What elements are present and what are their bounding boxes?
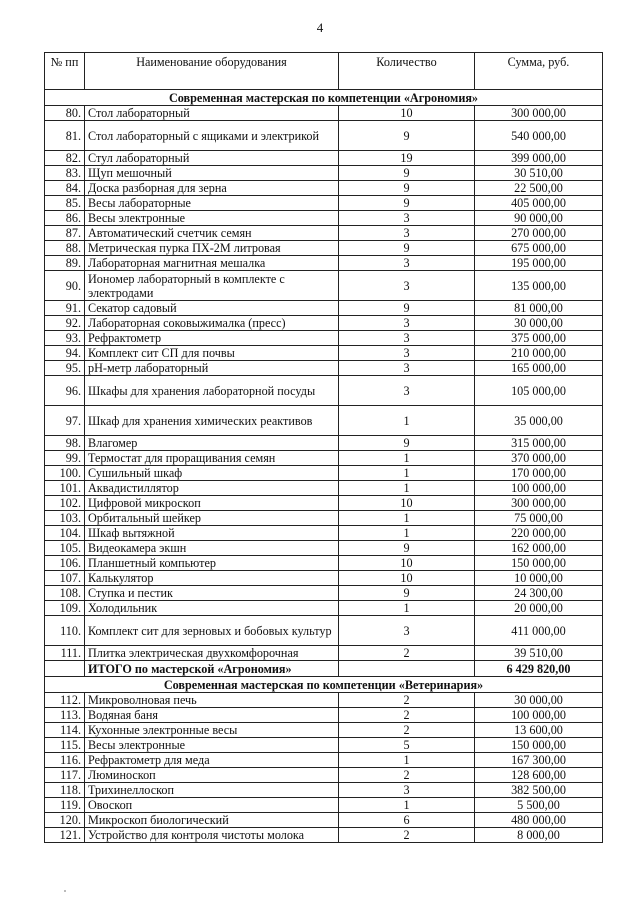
equipment-name: Шкаф вытяжной: [85, 526, 339, 541]
row-number: 89.: [45, 256, 85, 271]
equipment-name: Микроскоп биологический: [85, 813, 339, 828]
row-number: 90.: [45, 271, 85, 301]
amount: 35 000,00: [475, 406, 603, 436]
amount: 5 500,00: [475, 798, 603, 813]
row-number: 87.: [45, 226, 85, 241]
row-number: 102.: [45, 496, 85, 511]
equipment-name: Стол лабораторный: [85, 106, 339, 121]
amount: 375 000,00: [475, 331, 603, 346]
row-number: 95.: [45, 361, 85, 376]
equipment-name: Цифровой микроскоп: [85, 496, 339, 511]
table-row: [45, 723, 603, 738]
amount: 382 500,00: [475, 783, 603, 798]
quantity: 1: [339, 526, 475, 541]
table-row: [45, 646, 603, 661]
row-number: 81.: [45, 121, 85, 151]
table-row: [45, 271, 603, 301]
amount: 100 000,00: [475, 481, 603, 496]
amount: 100 000,00: [475, 708, 603, 723]
row-number: 100.: [45, 466, 85, 481]
quantity: 10: [339, 496, 475, 511]
quantity: 10: [339, 556, 475, 571]
total-sum: 6 429 820,00: [475, 661, 603, 677]
quantity: 3: [339, 256, 475, 271]
row-number: 93.: [45, 331, 85, 346]
amount: 150 000,00: [475, 738, 603, 753]
header-num: № пп: [45, 53, 85, 90]
table-row: [45, 196, 603, 211]
quantity: 9: [339, 541, 475, 556]
amount: 411 000,00: [475, 616, 603, 646]
quantity: 1: [339, 481, 475, 496]
quantity: 3: [339, 211, 475, 226]
quantity: 1: [339, 466, 475, 481]
equipment-name: Холодильник: [85, 601, 339, 616]
table-row: [45, 436, 603, 451]
row-number: 101.: [45, 481, 85, 496]
equipment-name: Лабораторная соковыжималка (пресс): [85, 316, 339, 331]
table-row: [45, 316, 603, 331]
amount: 162 000,00: [475, 541, 603, 556]
table-row: [45, 376, 603, 406]
row-number: 96.: [45, 376, 85, 406]
amount: 75 000,00: [475, 511, 603, 526]
equipment-name: Стол лабораторный с ящиками и электрикой: [85, 121, 339, 151]
row-number: 84.: [45, 181, 85, 196]
equipment-name: Аквадистиллятор: [85, 481, 339, 496]
row-number: 82.: [45, 151, 85, 166]
amount: 405 000,00: [475, 196, 603, 211]
table-row: [45, 541, 603, 556]
header-sum: Сумма, руб.: [475, 53, 603, 90]
quantity: 3: [339, 271, 475, 301]
quantity: 3: [339, 783, 475, 798]
table-row: [45, 601, 603, 616]
table-header-row: [45, 53, 603, 90]
table-row: [45, 466, 603, 481]
section-title: Современная мастерская по компетенции «Ветеринария»: [45, 677, 603, 693]
row-number: 103.: [45, 511, 85, 526]
quantity: 1: [339, 451, 475, 466]
row-number: 121.: [45, 828, 85, 843]
table-row: [45, 768, 603, 783]
table-row: [45, 708, 603, 723]
table-row: [45, 226, 603, 241]
row-number: 104.: [45, 526, 85, 541]
amount: 210 000,00: [475, 346, 603, 361]
quantity: 3: [339, 316, 475, 331]
quantity: 3: [339, 361, 475, 376]
amount: 24 300,00: [475, 586, 603, 601]
equipment-name: Трихинеллоскоп: [85, 783, 339, 798]
row-number: 91.: [45, 301, 85, 316]
table-row: [45, 361, 603, 376]
row-number: 86.: [45, 211, 85, 226]
amount: 370 000,00: [475, 451, 603, 466]
quantity: 2: [339, 768, 475, 783]
amount: 270 000,00: [475, 226, 603, 241]
row-number: 99.: [45, 451, 85, 466]
amount: 220 000,00: [475, 526, 603, 541]
row-number: 110.: [45, 616, 85, 646]
quantity: 6: [339, 813, 475, 828]
row-number: 112.: [45, 693, 85, 708]
quantity: 1: [339, 753, 475, 768]
row-number: 92.: [45, 316, 85, 331]
table-row: [45, 166, 603, 181]
amount: 540 000,00: [475, 121, 603, 151]
quantity: 5: [339, 738, 475, 753]
equipment-name: Кухонные электронные весы: [85, 723, 339, 738]
row-number: 116.: [45, 753, 85, 768]
table-row: [45, 511, 603, 526]
row-number: 97.: [45, 406, 85, 436]
amount: 135 000,00: [475, 271, 603, 301]
quantity: 19: [339, 151, 475, 166]
amount: 128 600,00: [475, 768, 603, 783]
row-number: 98.: [45, 436, 85, 451]
table-row: [45, 586, 603, 601]
table-row: [45, 753, 603, 768]
row-number: 85.: [45, 196, 85, 211]
amount: 150 000,00: [475, 556, 603, 571]
table-row: [45, 556, 603, 571]
amount: 39 510,00: [475, 646, 603, 661]
table-row: [45, 121, 603, 151]
table-row: [45, 256, 603, 271]
quantity: 9: [339, 181, 475, 196]
equipment-name: Шкаф для хранения химических реактивов: [85, 406, 339, 436]
equipment-name: Овоскоп: [85, 798, 339, 813]
quantity: 3: [339, 331, 475, 346]
quantity: 2: [339, 828, 475, 843]
scan-speck: [64, 890, 66, 892]
row-number: 108.: [45, 586, 85, 601]
equipment-table: [44, 52, 603, 843]
equipment-name: Комплект сит СП для почвы: [85, 346, 339, 361]
amount: 167 300,00: [475, 753, 603, 768]
table-row: [45, 181, 603, 196]
header-name: Наименование оборудования: [85, 53, 339, 90]
table-row: [45, 738, 603, 753]
amount: 81 000,00: [475, 301, 603, 316]
equipment-name: Лабораторная магнитная мешалка: [85, 256, 339, 271]
row-number: 111.: [45, 646, 85, 661]
amount: 315 000,00: [475, 436, 603, 451]
quantity: 1: [339, 406, 475, 436]
row-number: 114.: [45, 723, 85, 738]
quantity: 9: [339, 196, 475, 211]
table-row: [45, 106, 603, 121]
equipment-name: Видеокамера экшн: [85, 541, 339, 556]
quantity: 9: [339, 241, 475, 256]
row-number: 115.: [45, 738, 85, 753]
amount: 8 000,00: [475, 828, 603, 843]
equipment-name: Иономер лабораторный в комплекте с электродами: [85, 271, 339, 301]
quantity: 1: [339, 601, 475, 616]
row-number: 80.: [45, 106, 85, 121]
quantity: 2: [339, 693, 475, 708]
equipment-name: Планшетный компьютер: [85, 556, 339, 571]
quantity: 10: [339, 571, 475, 586]
section-heading-row: [45, 677, 603, 693]
equipment-name: Влагомер: [85, 436, 339, 451]
table-row: [45, 301, 603, 316]
equipment-name: Весы электронные: [85, 738, 339, 753]
table-row: [45, 151, 603, 166]
amount: 22 500,00: [475, 181, 603, 196]
equipment-name: Стул лабораторный: [85, 151, 339, 166]
quantity: 9: [339, 586, 475, 601]
equipment-name: Щуп мешочный: [85, 166, 339, 181]
table-row: [45, 526, 603, 541]
equipment-name: Доска разборная для зерна: [85, 181, 339, 196]
table-row: [45, 616, 603, 646]
row-number: 83.: [45, 166, 85, 181]
equipment-name: Ступка и пестик: [85, 586, 339, 601]
quantity: 9: [339, 166, 475, 181]
table-row: [45, 481, 603, 496]
row-number: 106.: [45, 556, 85, 571]
table-row: [45, 571, 603, 586]
quantity: 10: [339, 106, 475, 121]
page-number: 4: [316, 20, 324, 35]
total-num: [45, 661, 85, 677]
amount: 195 000,00: [475, 256, 603, 271]
equipment-name: Весы лабораторные: [85, 196, 339, 211]
quantity: 3: [339, 226, 475, 241]
table-row: [45, 331, 603, 346]
row-number: 88.: [45, 241, 85, 256]
equipment-name: Орбитальный шейкер: [85, 511, 339, 526]
equipment-name: Рефрактометр для меда: [85, 753, 339, 768]
quantity: 3: [339, 376, 475, 406]
amount: 300 000,00: [475, 106, 603, 121]
equipment-name: Термостат для проращивания семян: [85, 451, 339, 466]
equipment-name: Микроволновая печь: [85, 693, 339, 708]
section-title: Современная мастерская по компетенции «Агрономия»: [45, 90, 603, 106]
amount: 675 000,00: [475, 241, 603, 256]
table-row: [45, 346, 603, 361]
section-heading-row: [45, 90, 603, 106]
equipment-name: Метрическая пурка ПХ-2М литровая: [85, 241, 339, 256]
row-number: 94.: [45, 346, 85, 361]
amount: 30 000,00: [475, 693, 603, 708]
amount: 170 000,00: [475, 466, 603, 481]
row-number: 113.: [45, 708, 85, 723]
equipment-name: Устройство для контроля чистоты молока: [85, 828, 339, 843]
amount: 20 000,00: [475, 601, 603, 616]
table-row: [45, 406, 603, 436]
table-row: [45, 783, 603, 798]
quantity: 1: [339, 798, 475, 813]
quantity: 2: [339, 708, 475, 723]
amount: 13 600,00: [475, 723, 603, 738]
equipment-name: Комплект сит для зерновых и бобовых культур: [85, 616, 339, 646]
row-number: 119.: [45, 798, 85, 813]
header-qty: Количество: [339, 53, 475, 90]
equipment-name: Калькулятор: [85, 571, 339, 586]
equipment-name: Люминоскоп: [85, 768, 339, 783]
equipment-name: Плитка электрическая двухкомфорочная: [85, 646, 339, 661]
quantity: 3: [339, 346, 475, 361]
table-row: [45, 828, 603, 843]
row-number: 117.: [45, 768, 85, 783]
table-row: [45, 496, 603, 511]
row-number: 107.: [45, 571, 85, 586]
amount: 90 000,00: [475, 211, 603, 226]
equipment-name: Шкафы для хранения лабораторной посуды: [85, 376, 339, 406]
table-row: [45, 241, 603, 256]
table-row: [45, 211, 603, 226]
amount: 10 000,00: [475, 571, 603, 586]
total-label: ИТОГО по мастерской «Агрономия»: [85, 661, 339, 677]
quantity: 1: [339, 511, 475, 526]
table-row: [45, 693, 603, 708]
equipment-name: Весы электронные: [85, 211, 339, 226]
quantity: 9: [339, 436, 475, 451]
quantity: 9: [339, 121, 475, 151]
row-number: 109.: [45, 601, 85, 616]
amount: 30 000,00: [475, 316, 603, 331]
quantity: 2: [339, 723, 475, 738]
amount: 399 000,00: [475, 151, 603, 166]
table-row: [45, 798, 603, 813]
row-number: 105.: [45, 541, 85, 556]
amount: 300 000,00: [475, 496, 603, 511]
amount: 30 510,00: [475, 166, 603, 181]
equipment-name: Рефрактометр: [85, 331, 339, 346]
amount: 480 000,00: [475, 813, 603, 828]
quantity: 3: [339, 616, 475, 646]
table-row: [45, 451, 603, 466]
row-number: 120.: [45, 813, 85, 828]
equipment-name: Секатор садовый: [85, 301, 339, 316]
equipment-name: Автоматический счетчик семян: [85, 226, 339, 241]
quantity: 2: [339, 646, 475, 661]
amount: 105 000,00: [475, 376, 603, 406]
row-number: 118.: [45, 783, 85, 798]
total-qty: [339, 661, 475, 677]
amount: 165 000,00: [475, 361, 603, 376]
quantity: 9: [339, 301, 475, 316]
table-row: [45, 813, 603, 828]
equipment-name: Водяная баня: [85, 708, 339, 723]
equipment-name: Сушильный шкаф: [85, 466, 339, 481]
total-row: [45, 661, 603, 677]
equipment-name: pH-метр лабораторный: [85, 361, 339, 376]
